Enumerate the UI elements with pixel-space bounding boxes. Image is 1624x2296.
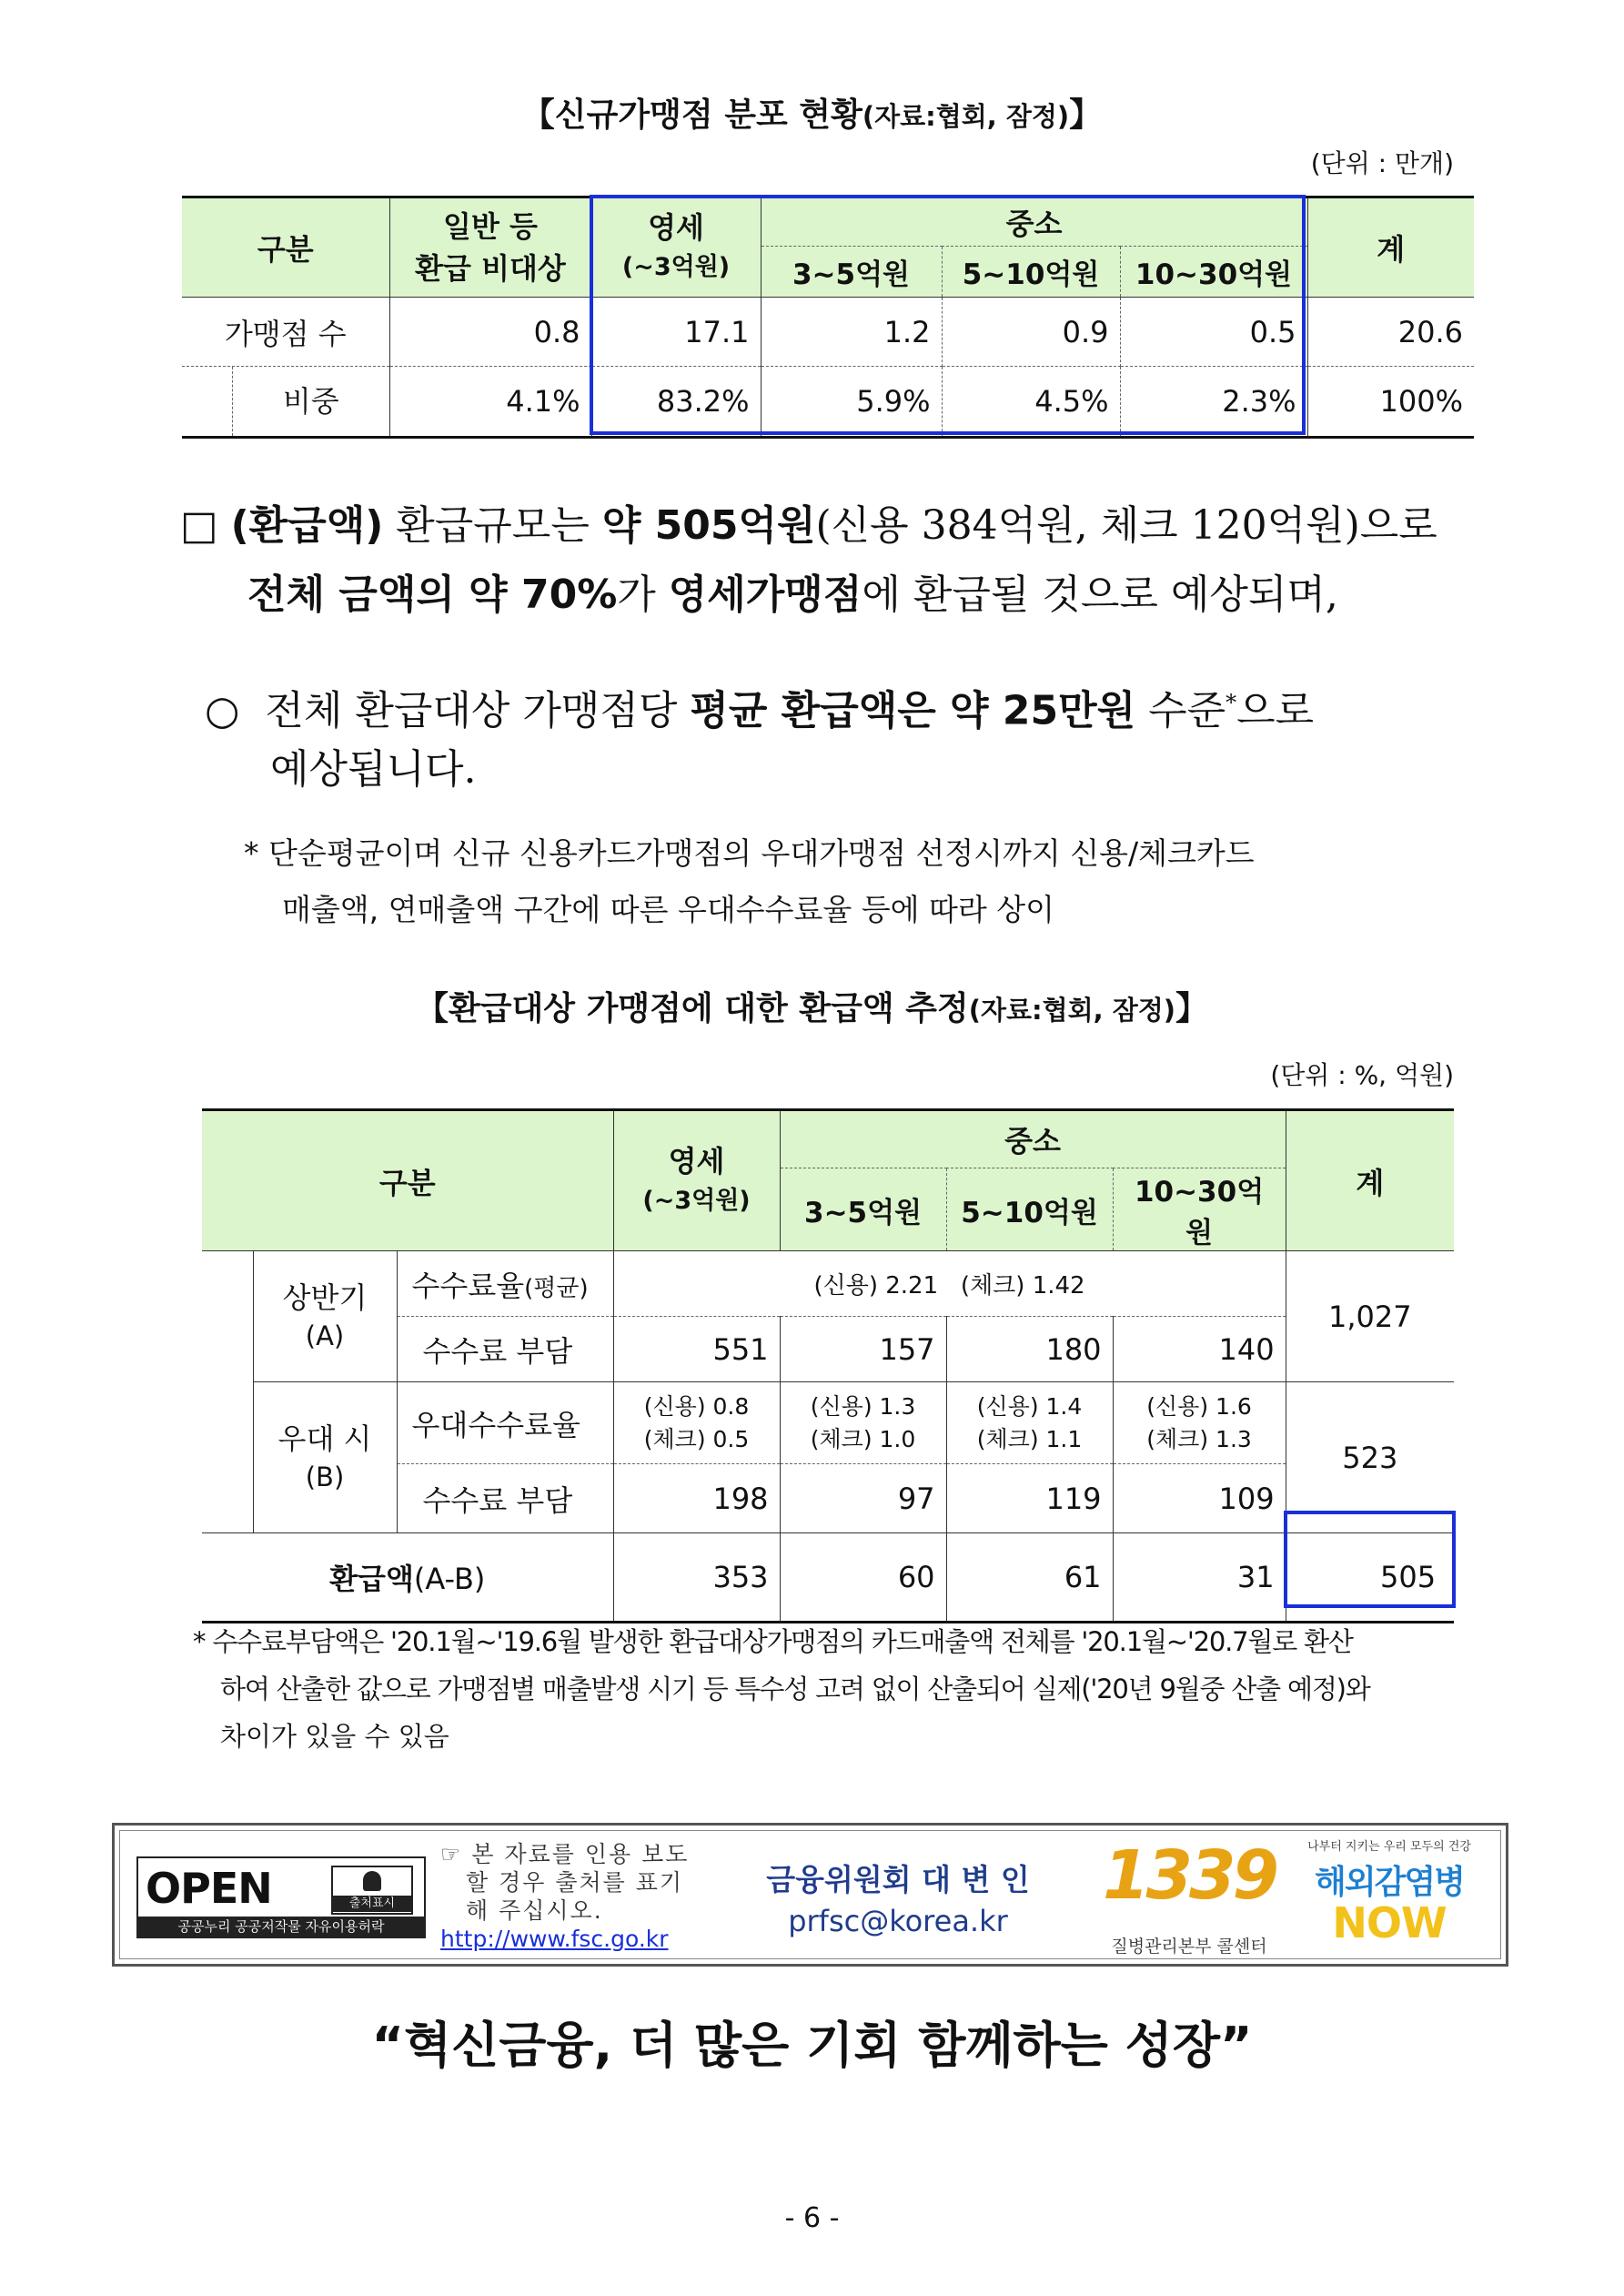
t2-cell: 60 bbox=[780, 1533, 946, 1623]
t2-cell: 551 bbox=[613, 1317, 780, 1382]
t2-h1-fee-label: 수수료 부담 bbox=[397, 1317, 613, 1382]
t2-cell: 31 bbox=[1113, 1533, 1286, 1623]
t2-refund-total: 505 bbox=[1379, 1560, 1437, 1594]
t1-header-sme-a: 3~5억원 bbox=[761, 247, 942, 298]
footer-banner bbox=[112, 1823, 1508, 1967]
table1-title: 【신규가맹점 분포 현황(자료:협회, 잠정)】 bbox=[521, 96, 1103, 134]
person-icon bbox=[363, 1871, 381, 1891]
t2-header-sme: 중소 bbox=[780, 1110, 1286, 1168]
t1-header-sme-c: 10~30억원 bbox=[1120, 247, 1307, 298]
t2-header-total: 계 bbox=[1286, 1110, 1454, 1251]
t1-cell: 4.5% bbox=[942, 367, 1120, 438]
table-row bbox=[202, 1533, 1454, 1623]
t2-pref-total: 523 bbox=[1286, 1382, 1454, 1533]
table2 bbox=[202, 1108, 1454, 1623]
t2-header-sme-a: 3~5억원 bbox=[780, 1168, 946, 1251]
t2-refund-label: 환급액(A-B) bbox=[202, 1533, 613, 1623]
slogan: “혁신금융, 더 많은 기회 함께하는 성장” bbox=[371, 2017, 1253, 2074]
t1-cell: 2.3% bbox=[1120, 367, 1307, 438]
t1-header-sme-b: 5~10억원 bbox=[942, 247, 1120, 298]
table1-unit: (단위 : 만개) bbox=[1310, 148, 1454, 178]
t2-cell: 109 bbox=[1113, 1464, 1286, 1533]
t1-cell: 83.2% bbox=[591, 367, 761, 438]
t2-header-sme-b: 5~10억원 bbox=[946, 1168, 1113, 1251]
average-refund-line1: ○ 전체 환급대상 가맹점당 평균 환급액은 약 25만원 수준*으로 bbox=[205, 687, 1315, 734]
t2-pref-rate: (신용) 1.6 (체크) 1.3 bbox=[1113, 1382, 1286, 1464]
kcdc-1339-logo: 1339 bbox=[1103, 1836, 1276, 1915]
overseas-infection-logo: 해외감염병 bbox=[1315, 1864, 1464, 1901]
t2-cell: 97 bbox=[780, 1464, 946, 1533]
t2-cell: 353 bbox=[613, 1533, 780, 1623]
t2-pref-label: 우대 시 (B) bbox=[253, 1382, 397, 1533]
spokesperson-title: 금융위원회 대 변 인 bbox=[766, 1862, 1030, 1897]
t2-pref-fee-label: 수수료 부담 bbox=[397, 1464, 613, 1533]
t2-pref-rate: (신용) 0.8 (체크) 0.5 bbox=[613, 1382, 780, 1464]
t1-cell: 20.6 bbox=[1307, 298, 1474, 367]
table-row bbox=[202, 1251, 1454, 1317]
kogl-open-logo: OPEN 출처표시 공공누리 공공저작물 자유이용허락 bbox=[136, 1856, 426, 1938]
attribution-badge: 출처표시 bbox=[331, 1866, 413, 1915]
t1-cell: 0.8 bbox=[389, 298, 591, 367]
refund-summary-line1: □ (환급액) 환급규모는 약 505억원(신용 384억원, 체크 120억원)으로 bbox=[180, 502, 1437, 549]
now-logo: NOW bbox=[1332, 1898, 1447, 1947]
table2-unit: (단위 : %, 억원) bbox=[1270, 1060, 1454, 1090]
t2-h1-label: 상반기 (A) bbox=[253, 1251, 397, 1382]
t2-header-small-biz: 영세 (~3억원) bbox=[613, 1110, 780, 1251]
t2-cell: 61 bbox=[946, 1533, 1113, 1623]
t2-cell: 119 bbox=[946, 1464, 1113, 1533]
t2-cell: 157 bbox=[780, 1317, 946, 1382]
footnote-line3: 차이가 있을 수 있음 bbox=[220, 1721, 449, 1752]
t2-header-sme-c: 10~30억원 bbox=[1113, 1168, 1286, 1251]
refund-total-highlight bbox=[1284, 1511, 1456, 1608]
covid-tagline: 나부터 지키는 우리 모두의 건강 bbox=[1307, 1840, 1471, 1854]
t1-row-label: 비중 bbox=[232, 367, 389, 436]
footnote-line2: 하여 산출한 값으로 가맹점별 매출발생 시기 등 특수성 고려 없이 산출되어 실제('20년 9월중 산출 예정)와 bbox=[220, 1674, 1370, 1704]
average-refund-line2: 예상됩니다. bbox=[270, 746, 477, 793]
t2-cell: 140 bbox=[1113, 1317, 1286, 1382]
t1-header-sme: 중소 bbox=[761, 197, 1307, 247]
t1-cell: 5.9% bbox=[761, 367, 942, 438]
note-line1: * 단순평균이며 신규 신용카드가맹점의 우대가맹점 선정시까지 신용/체크카드 bbox=[244, 835, 1255, 871]
t1-header-category: 구분 bbox=[182, 197, 389, 298]
t1-cell: 1.2 bbox=[761, 298, 942, 367]
t2-h1-rate-label: 수수료율(평균) bbox=[397, 1251, 613, 1317]
t1-cell: 0.9 bbox=[942, 298, 1120, 367]
t1-cell: 0.5 bbox=[1120, 298, 1307, 367]
fsc-website-link[interactable]: http://www.fsc.go.kr bbox=[440, 1926, 669, 1952]
note-line2: 매출액, 연매출액 구간에 따른 우대수수료율 등에 따라 상이 bbox=[282, 892, 1054, 927]
t1-header-small-biz: 영세 (~3억원) bbox=[591, 197, 761, 298]
t1-row-label-cell bbox=[182, 367, 389, 438]
t1-row-label: 가맹점 수 bbox=[182, 298, 389, 367]
t1-cell: 4.1% bbox=[389, 367, 591, 438]
table-row bbox=[202, 1382, 1454, 1464]
t2-header-category: 구분 bbox=[202, 1110, 613, 1251]
table2-title: 【환급대상 가맹점에 대한 환급액 추정(자료:협회, 잠정)】 bbox=[415, 990, 1209, 1027]
t2-pref-rate-label: 우대수수료율 bbox=[397, 1382, 613, 1464]
t2-h1-total: 1,027 bbox=[1286, 1251, 1454, 1382]
refund-summary-line2: 전체 금액의 약 70%가 영세가맹점에 환급될 것으로 예상되며, bbox=[247, 571, 1338, 618]
t2-pref-rate: (신용) 1.3 (체크) 1.0 bbox=[780, 1382, 946, 1464]
citation-notice: ☞ 본 자료를 인용 보도 할 경우 출처를 표기 해 주십시오. http://www.fsc.go.kr bbox=[440, 1841, 690, 1952]
spokesperson-email[interactable]: prfsc@korea.kr bbox=[788, 1904, 1008, 1938]
footnote-line1: * 수수료부담액은 '20.1월~'19.6월 발생한 환급대상가맹점의 카드매출액 전체를 '20.1월~'20.7월로 환산 bbox=[193, 1626, 1353, 1657]
t1-cell: 17.1 bbox=[591, 298, 761, 367]
t2-pref-rate: (신용) 1.4 (체크) 1.1 bbox=[946, 1382, 1113, 1464]
t1-header-general: 일반 등 환급 비대상 bbox=[389, 197, 591, 298]
page-number: - 6 - bbox=[784, 2202, 840, 2234]
t1-cell: 100% bbox=[1379, 384, 1464, 419]
t2-h1-rate-value: (신용) 2.21 (체크) 1.42 bbox=[613, 1251, 1286, 1317]
t2-cell: 198 bbox=[613, 1464, 780, 1533]
kcdc-caption: 질병관리본부 콜센터 bbox=[1111, 1937, 1267, 1957]
t2-cell: 180 bbox=[946, 1317, 1113, 1382]
t1-header-total: 계 bbox=[1307, 197, 1474, 298]
table1-highlight-frame bbox=[590, 195, 1306, 435]
